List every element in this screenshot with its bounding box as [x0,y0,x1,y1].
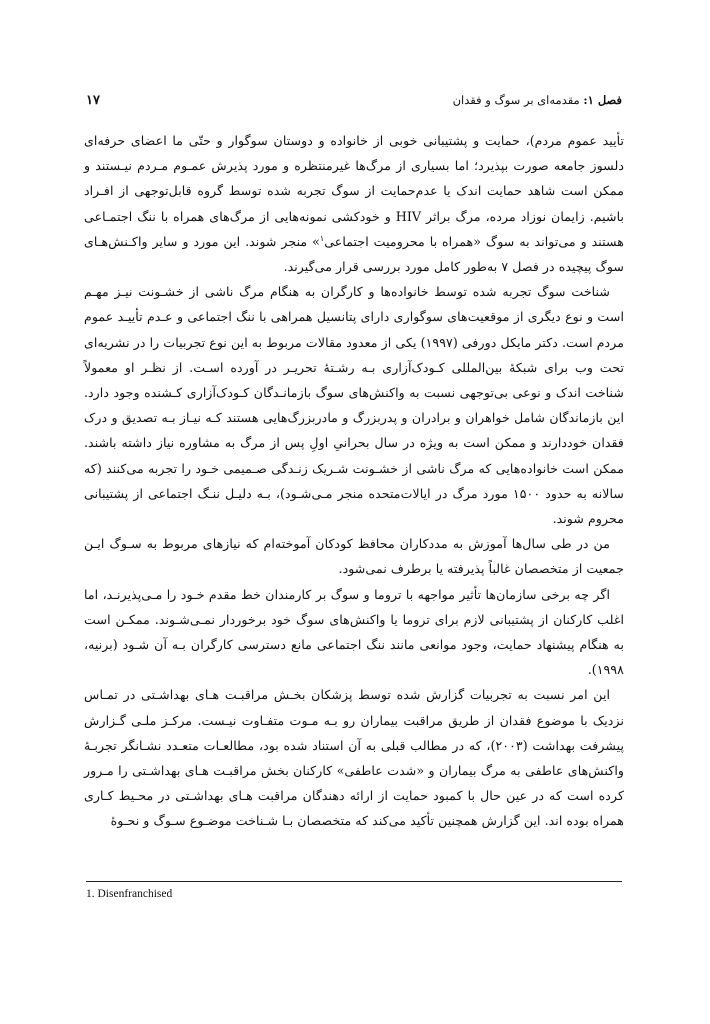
paragraph-1-tail: » منجر شوند. این مورد و سایر واکـنش‌هـای سوگ پیچیده در فصل ۷ به‌طور کامل مورد بررسی قرار می‌گیرند. [84,233,624,275]
paragraph-1 [84,128,624,279]
chapter-title [453,93,622,107]
chapter-prefix: فصل ۱: [583,93,622,107]
paragraph-4: اگر چه برخی سازمان‌ها تأثیر مواجهه با تروما و سوگ بر کارمندان خط مقدم خـود را مـی‌پذیرنـد، اما اغلب کارکنان از پشتیبانی لازم برای تروما یا واکنش‌های سوگ خود برخوردار نمـی‌شـوند. ممکـن است به هنگام پیشنهاد حمایت، وجود موانعی مانند ننگ اجتماعی مانع دسترسی کارگران بـه آن شـود (برنیه، ۱۹۹۸). [84,586,624,678]
paragraph-3: من در طی سال‌ها آموزش به مددکاران محافظ کودکان آموخته‌ام که نیازهای مربوط به سـوگ ایـن جمعیت از متخصصان غالباً پذیرفته یا برطرف نمی‌شود. [84,536,624,577]
page-number: ۱۷ [86,93,100,108]
paragraph-1-text: تأیید عموم مردم)، حمایت و پشتیبانی خوبی از خانواده و دوستان سوگوار و حتّی ما اعضای حرفه‌ای دلسوز جامعه صورت بپذیرد؛ اما بسیاری از مرگ‌ها غیرمنتظره و مورد پذیرش عمـوم مـردم نیـستند و ممکن است شاهد حمایت اندک یا عدم‌حمایت از سوگ تجربه شده توسط گروه قابل‌توجهی از افـراد باشیم. زایمان نوزاد مرده، مرگ براثر HIV و خودکشی نمونه‌هایی از مرگ‌های همراه با ننگ اجتمـاعی هستند و می‌تواند به سوگ «همراه با محرومیت اجتماعی [84,133,624,249]
footnote: 1. Disenfranchised [86,888,173,900]
footnote-reference: ۱ [319,233,325,243]
body-text [84,128,624,834]
footnote-divider [86,881,622,882]
paragraph-2: شناخت سوگ تجربه شده توسط خانواده‌ها و کارگران به هنگام مرگ ناشی از خشـونت نیـز مهـم است و نوع دیگری از موقعیت‌های سوگواری دارای پتانسیل همراهی با ننگ اجتماعی و عـدم تأییـد عموم مردم است. دکتر مایکل دورفی (۱۹۹۷) یکی از معدود مقالات مربوط به این نوع تجربیات را در نشریه‌ای تحت وب برای شبکهٔ بین‌المللی کـودک‌آزاری بـه رشـتهٔ تحریـر در آورده اسـت. از نظـر او معمولاً شناخت اندک و نوعی بی‌توجهی نسبت به واکنش‌های سوگ بازمانـدگان کـودک‌آزاری کـشنده وجود دارد. این بازماندگان شامل خواهران و برادران و پدربزرگ و مادربزرگ‌هایی هستند کـه نیـاز بـه تصدیق و درک فقدان خوددارند و ممکن است به ویژه در سال بحرانیِ اولِ پس از مرگ به مشاوره نیاز داشته باشند. ممکن است خانواده‌هایی که مرگ ناشی از خشـونت شـریک زنـدگی صـمیمی خـود را تجربه می‌کنند (که سالانه به حدود ۱۵۰۰ مورد مرگ در ایالات‌متحده منجر مـی‌شـود)، بـه دلیـل ننـگ اجتماعی از پشتیبانی محروم شوند. [84,284,624,527]
running-head [86,93,622,113]
paragraph-5: این امر نسبت به تجربیات گزارش شده توسط پزشکان بخـش مراقبـت هـای بهداشـتی در تمـاس نزدیک با موضوع فقدان از طریق مراقبت بیماران رو بـه مـوت متفـاوت نیـست. مرکـز ملـی گـزارش پیشرفت بهداشت (۲۰۰۳)، که در مطالب قبلی به آن استناد شده بود، مطالعـات متعـدد نشـانگر تجربـهٔ واکنش‌های عاطفی به مرگ بیماران و «شدت عاطفی» کارکنان بخش مراقبـت هـای بهداشـتی را مـرور کرده است که در عین حال با کمبود حمایت از ارائه دهندگان مراقبت هـای بهداشـتی در محـیط کـاری همراه بوده اند. این گزارش همچنین تأکید می‌کند که متخصصان بـا شـناخت موضـوع سـوگ و نحـوهٔ [84,687,624,829]
chapter-name: مقدمه‌ای بر سوگ و فقدان [452,93,584,107]
